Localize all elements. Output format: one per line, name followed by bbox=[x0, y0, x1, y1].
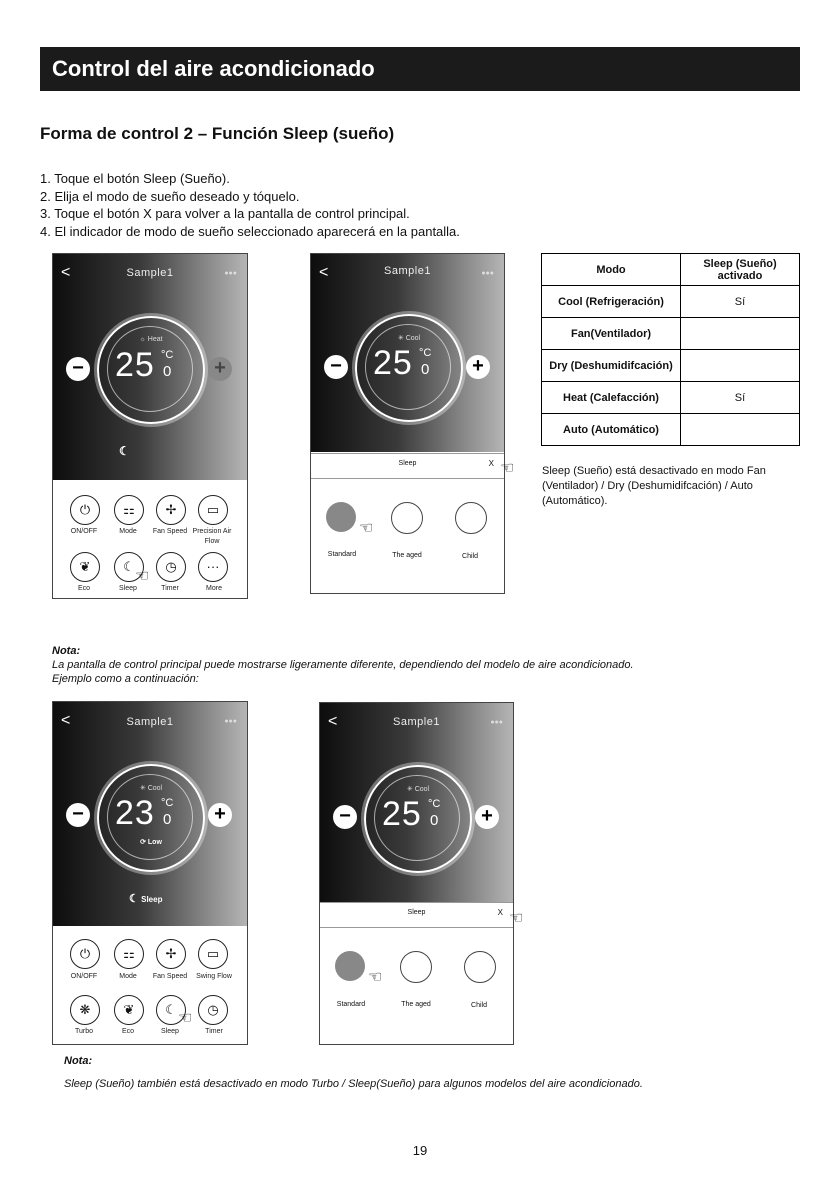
sleep-indicator: ☾ Sleep bbox=[129, 893, 163, 905]
temperature-value: 25 bbox=[373, 344, 413, 382]
table-cell-value bbox=[681, 318, 800, 350]
table-row bbox=[542, 350, 800, 382]
table-cell-mode: Auto (Automático) bbox=[542, 414, 681, 446]
temperature-unit: °C bbox=[161, 797, 174, 809]
nota-1-line-1: La pantalla de control principal puede mostrarse ligeramente diferente, dependiendo del modelo de aire acondicionado. bbox=[52, 659, 634, 671]
control-panel bbox=[320, 703, 513, 902]
more-dots-icon[interactable]: ●●● bbox=[490, 719, 503, 726]
table-note: Sleep (Sueño) está desactivado en modo Fan (Ventilador) / Dry (Deshumidifcación) / Auto (Automático). bbox=[542, 465, 766, 507]
table-cell-mode: Dry (Deshumidifcación) bbox=[542, 350, 681, 382]
power-icon[interactable]: ⏻ bbox=[70, 495, 100, 525]
temperature-decimal: 0 bbox=[430, 812, 439, 829]
back-icon[interactable]: < bbox=[61, 712, 71, 729]
mode-label: Cool bbox=[147, 785, 163, 792]
nota-2-text: Sleep (Sueño) también está desactivado en modo Turbo / Sleep(Sueño) para algunos modelos del aire acondicionado. bbox=[64, 1078, 643, 1090]
plus-button[interactable]: + bbox=[208, 803, 232, 827]
phone-screen-main-2 bbox=[52, 701, 248, 1045]
device-title: Sample1 bbox=[126, 716, 174, 728]
temperature-dial bbox=[355, 314, 463, 422]
sleep-option-child[interactable] bbox=[455, 502, 487, 534]
mode-label: Mode bbox=[119, 973, 137, 980]
nota-1-line-2: Ejemplo como a continuación: bbox=[52, 673, 199, 685]
minus-button[interactable]: − bbox=[66, 357, 90, 381]
mode-icon[interactable]: ⚏ bbox=[114, 495, 144, 525]
step-4: 4. El indicador de modo de sueño seleccionado aparecerá en la pantalla. bbox=[40, 223, 460, 239]
temperature-value: 25 bbox=[382, 795, 422, 833]
temperature-unit: °C bbox=[161, 349, 174, 361]
minus-button[interactable]: − bbox=[333, 805, 357, 829]
temperature-decimal: 0 bbox=[163, 811, 172, 828]
sleep-option-aged[interactable] bbox=[391, 502, 423, 534]
sleep-panel-header bbox=[311, 453, 504, 479]
sleep-panel-title: Sleep bbox=[398, 460, 417, 467]
temperature-dial bbox=[97, 316, 205, 424]
section-subtitle: Forma de control 2 – Función Sleep (sueño) bbox=[40, 124, 395, 143]
fan-speed-value: Low bbox=[147, 839, 162, 846]
swing-icon[interactable]: ▭ bbox=[198, 939, 228, 969]
table-cell-mode: Fan(Ventilador) bbox=[542, 318, 681, 350]
sleep-label: Sleep bbox=[119, 585, 137, 592]
eco-leaf-icon[interactable]: ❦ bbox=[70, 552, 100, 582]
child-label: Child bbox=[462, 553, 478, 560]
pointing-hand-close-icon: ☜ bbox=[500, 460, 515, 477]
mode-indicator: ✳ Cool bbox=[139, 785, 163, 792]
step-3: 3. Toque el botón X para volver a la pantalla de control principal. bbox=[40, 206, 410, 221]
sleep-mode-table bbox=[541, 253, 800, 446]
sleep-panel-title: Sleep bbox=[407, 909, 426, 916]
timer-icon[interactable]: ◷ bbox=[198, 995, 228, 1025]
phone-screen-sleep-1 bbox=[310, 253, 505, 594]
aged-label: The aged bbox=[401, 1001, 431, 1008]
mode-label: Heat bbox=[147, 336, 163, 343]
plus-button[interactable]: + bbox=[475, 805, 499, 829]
standard-label: Standard bbox=[336, 1001, 366, 1008]
eco-leaf-icon[interactable]: ❦ bbox=[114, 995, 144, 1025]
phone-screen-sleep-2 bbox=[319, 702, 514, 1045]
plus-button[interactable]: + bbox=[466, 355, 490, 379]
child-label: Child bbox=[471, 1002, 487, 1009]
temperature-unit: °C bbox=[419, 347, 432, 359]
table-row bbox=[542, 414, 800, 446]
page-number: 19 bbox=[412, 1143, 428, 1158]
sleep-option-child[interactable] bbox=[464, 951, 496, 983]
sleep-icon[interactable]: ☾ bbox=[114, 552, 144, 582]
mode-label: Cool bbox=[405, 335, 421, 342]
more-icon[interactable]: ··· bbox=[198, 552, 228, 582]
pointing-hand-icon: ☜ bbox=[359, 520, 374, 537]
pointing-hand-icon: ☜ bbox=[368, 969, 383, 986]
more-dots-icon[interactable]: ●●● bbox=[481, 270, 494, 277]
steps-list bbox=[40, 170, 460, 240]
fan-speed-indicator: ⟳ Low bbox=[140, 839, 162, 846]
minus-button[interactable]: − bbox=[324, 355, 348, 379]
sleep-option-standard[interactable] bbox=[326, 502, 356, 532]
temperature-dial bbox=[364, 765, 472, 873]
table-header-sleep: Sleep (Sueño) activado bbox=[681, 254, 800, 286]
aged-label: The aged bbox=[392, 552, 422, 559]
close-button[interactable]: X bbox=[488, 459, 494, 468]
step-1: 1. Toque el botón Sleep (Sueño). bbox=[40, 171, 230, 186]
eco-label: Eco bbox=[121, 1028, 135, 1035]
sleep-icon[interactable]: ☾ bbox=[156, 995, 186, 1025]
control-panel bbox=[53, 254, 247, 480]
step-2: 2. Elija el modo de sueño deseado y tóquelo. bbox=[40, 188, 300, 204]
table-cell-value: Sí bbox=[681, 286, 800, 318]
table-cell-mode: Heat (Calefacción) bbox=[542, 382, 681, 414]
power-icon[interactable]: ⏻ bbox=[70, 939, 100, 969]
back-icon[interactable]: < bbox=[319, 264, 329, 281]
table-cell-mode: Cool (Refrigeración) bbox=[542, 286, 681, 318]
phone-screen-main-1 bbox=[52, 253, 248, 599]
control-panel bbox=[311, 254, 504, 452]
temperature-value: 25 bbox=[115, 346, 155, 384]
table-row bbox=[542, 286, 800, 318]
table-cell-value: Sí bbox=[681, 382, 800, 414]
sleep-label: Sleep bbox=[161, 1028, 179, 1035]
table-row bbox=[542, 318, 800, 350]
page-header: Control del aire acondicionado bbox=[40, 47, 800, 91]
temperature-value: 23 bbox=[115, 794, 155, 832]
table-row bbox=[542, 382, 800, 414]
sleep-status-icon: ☾ bbox=[119, 444, 130, 458]
eco-label: Eco bbox=[77, 585, 91, 592]
sleep-option-aged[interactable] bbox=[400, 951, 432, 983]
temperature-unit: °C bbox=[428, 798, 441, 810]
mode-label: Cool bbox=[414, 786, 430, 793]
more-dots-icon[interactable]: ●●● bbox=[224, 718, 237, 725]
precision-airflow-label: Precision Air Flow bbox=[192, 528, 232, 545]
sleep-panel-header bbox=[320, 902, 513, 928]
device-title: Sample1 bbox=[393, 716, 440, 728]
mode-indicator: ☼ Heat bbox=[139, 336, 163, 343]
device-title: Sample1 bbox=[384, 265, 431, 277]
turbo-label: Turbo bbox=[74, 1028, 94, 1035]
nota-2-title: Nota: bbox=[64, 1055, 93, 1067]
standard-label: Standard bbox=[327, 551, 357, 558]
mode-indicator: ✳ Cool bbox=[406, 786, 430, 793]
timer-label: Timer bbox=[161, 585, 179, 592]
turbo-icon[interactable]: ❋ bbox=[70, 995, 100, 1025]
table-cell-value bbox=[681, 414, 800, 446]
onoff-label: ON/OFF bbox=[70, 973, 98, 980]
fan-icon[interactable]: ✢ bbox=[156, 939, 186, 969]
fan-icon[interactable]: ✢ bbox=[156, 495, 186, 525]
sleep-indicator-label: Sleep bbox=[141, 895, 163, 904]
pointing-hand-icon: ☜ bbox=[135, 568, 150, 585]
back-icon[interactable]: < bbox=[61, 264, 71, 281]
mode-indicator: ✳ Cool bbox=[397, 335, 421, 342]
timer-icon[interactable]: ◷ bbox=[156, 552, 186, 582]
close-button[interactable]: X bbox=[497, 908, 503, 917]
mode-icon[interactable]: ⚏ bbox=[114, 939, 144, 969]
control-panel bbox=[53, 702, 247, 926]
fan-speed-label: Fan Speed bbox=[152, 528, 188, 535]
table-header-mode: Modo bbox=[542, 254, 681, 286]
temperature-decimal: 0 bbox=[163, 363, 172, 380]
timer-label: Timer bbox=[205, 1028, 223, 1035]
nota-1-title: Nota: bbox=[52, 645, 81, 657]
pointing-hand-icon: ☜ bbox=[178, 1010, 193, 1027]
temperature-dial bbox=[97, 764, 205, 872]
airflow-icon[interactable]: ▭ bbox=[198, 495, 228, 525]
plus-button[interactable]: + bbox=[208, 357, 232, 381]
temperature-decimal: 0 bbox=[421, 361, 430, 378]
more-dots-icon[interactable]: ●●● bbox=[224, 270, 237, 277]
more-label: More bbox=[206, 585, 222, 592]
mode-label: Mode bbox=[119, 528, 137, 535]
device-title: Sample1 bbox=[126, 267, 174, 279]
onoff-label: ON/OFF bbox=[70, 528, 98, 535]
fan-speed-label: Fan Speed bbox=[152, 973, 188, 980]
table-cell-value bbox=[681, 350, 800, 382]
pointing-hand-close-icon: ☜ bbox=[509, 910, 524, 927]
back-icon[interactable]: < bbox=[328, 713, 338, 730]
swing-flow-label: Swing Flow bbox=[196, 973, 232, 980]
minus-button[interactable]: − bbox=[66, 803, 90, 827]
sleep-option-standard[interactable] bbox=[335, 951, 365, 981]
